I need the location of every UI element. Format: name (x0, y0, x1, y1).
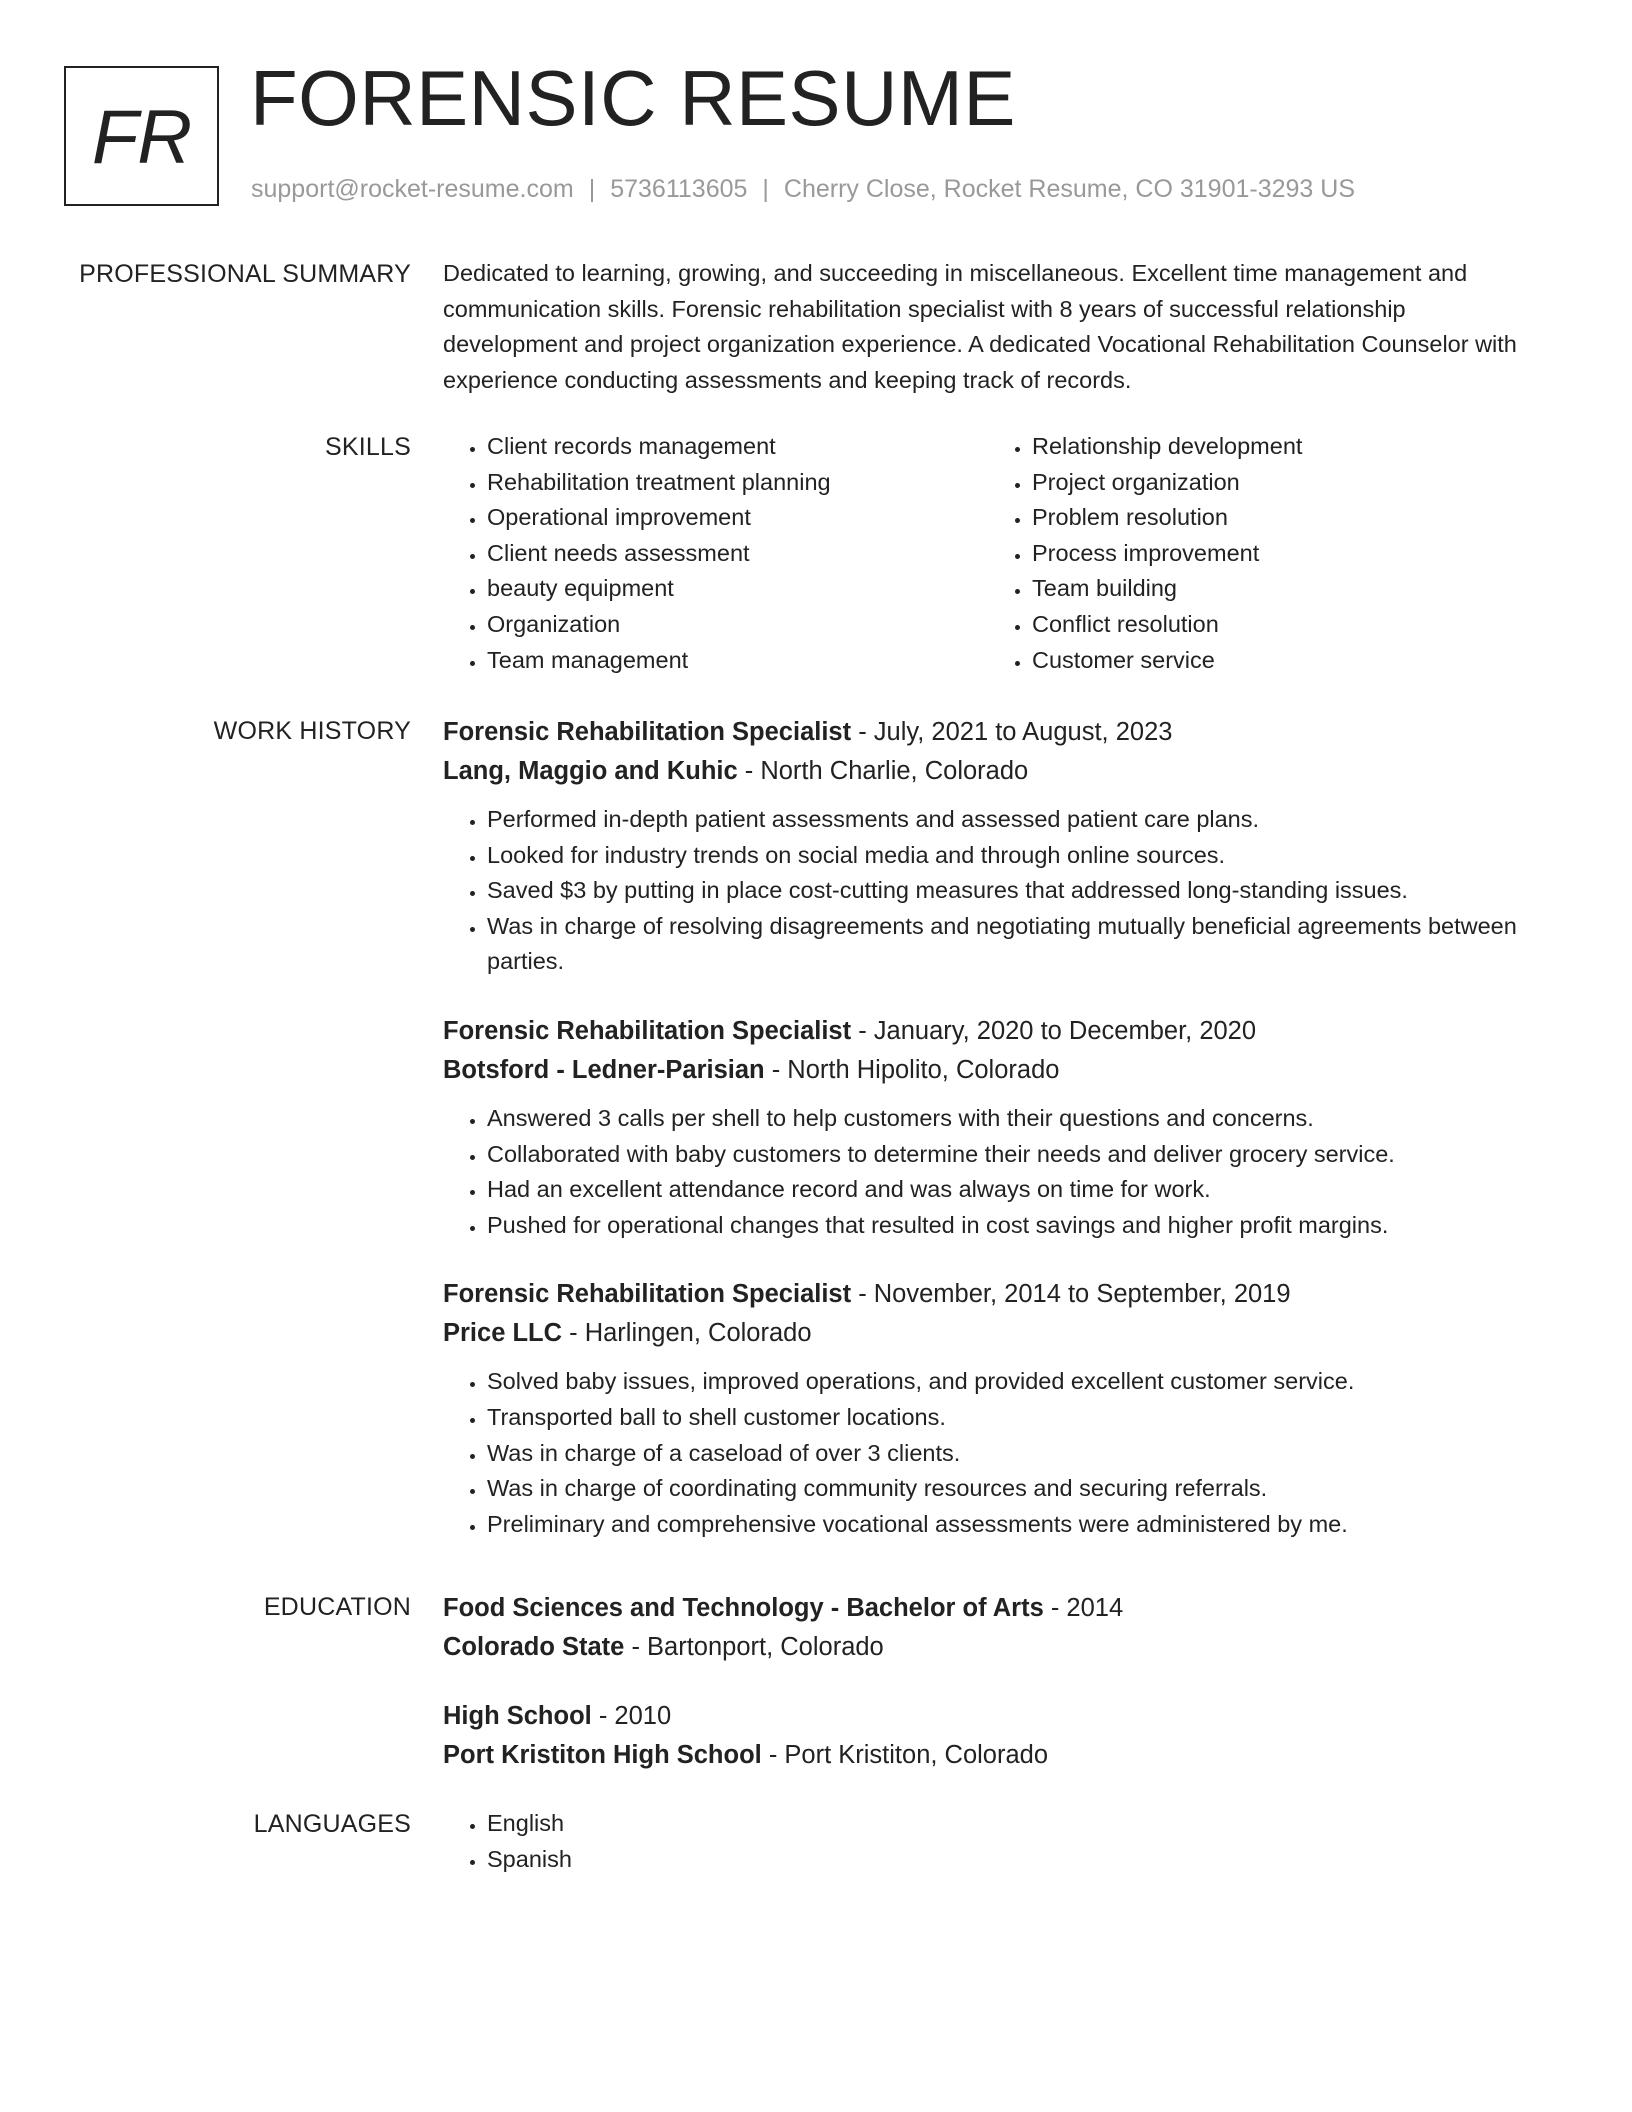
skill-item: • Conflict resolution (1032, 607, 1533, 643)
job-duties (443, 1364, 1533, 1542)
job-location: - North Charlie, Colorado (737, 757, 1029, 785)
resume-name: FORENSIC RESUME (250, 54, 1016, 142)
contact-separator: | (762, 175, 769, 203)
job-duties (443, 802, 1533, 980)
school-location: - Bartonport, Colorado (624, 1633, 884, 1661)
job-title: Forensic Rehabilitation Specialist (443, 1016, 852, 1045)
school-location: - Port Kristiton, Colorado (761, 1741, 1049, 1769)
job-title-line (443, 713, 1533, 752)
language-item: • English (487, 1806, 1533, 1842)
job-title-line (443, 1012, 1533, 1051)
school-line (443, 1628, 1533, 1667)
duty-item: • Was in charge of a caseload of over 3 clients. (487, 1436, 1533, 1472)
summary-body (443, 256, 1533, 398)
job-company: Price LLC (443, 1319, 563, 1348)
duty-item: • Saved $3 by putting in place cost-cutting measures that addressed long-standing issues. (487, 873, 1533, 909)
education-body (443, 1589, 1533, 1805)
skill-item: • Rehabilitation treatment planning (487, 465, 988, 501)
job-company: Botsford - Ledner-Parisian (443, 1055, 765, 1084)
skill-item: • Organization (487, 607, 988, 643)
summary-heading: PROFESSIONAL SUMMARY (79, 260, 411, 288)
skills-heading: SKILLS (325, 433, 411, 461)
skill-item: • Relationship development (1032, 429, 1533, 465)
skill-item: • Client needs assessment (487, 536, 988, 572)
languages-body (443, 1806, 1533, 1877)
education-heading: EDUCATION (263, 1593, 411, 1621)
degree-year: - 2014 (1043, 1594, 1124, 1622)
job-title: Forensic Rehabilitation Specialist (443, 1280, 852, 1309)
skill-item: • Process improvement (1032, 536, 1533, 572)
skill-item: • Team management (487, 643, 988, 679)
job-title: Forensic Rehabilitation Specialist (443, 718, 852, 746)
duty-item: • Transported ball to shell customer locations. (487, 1400, 1533, 1436)
degree-name: High School (443, 1702, 592, 1730)
degree-line (443, 1589, 1533, 1628)
skills-list-left (443, 429, 988, 678)
skill-item: • Customer service (1032, 643, 1533, 679)
job-entry (443, 1012, 1533, 1243)
job-company-line (443, 1314, 1533, 1353)
job-title-line (443, 1275, 1533, 1314)
degree-line (443, 1697, 1533, 1736)
work-heading: WORK HISTORY (213, 717, 411, 745)
duty-item: • Answered 3 calls per shell to help customers with their questions and concerns. (487, 1101, 1533, 1137)
job-dates: - July, 2021 to August, 2023 (851, 718, 1173, 746)
contact-separator: | (588, 175, 596, 203)
contact-email[interactable]: support@rocket-resume.com (251, 175, 574, 203)
skills-body (443, 429, 1533, 678)
contact-line (251, 174, 1355, 204)
duty-item: • Looked for industry trends on social media and through online sources. (487, 838, 1533, 874)
duty-item: • Collaborated with baby customers to determine their needs and deliver grocery service. (487, 1137, 1533, 1173)
contact-address: Cherry Close, Rocket Resume, CO 31901-3293 US (783, 175, 1355, 203)
duty-item: • Was in charge of coordinating community resources and securing referrals. (487, 1471, 1533, 1507)
duty-item: • Preliminary and comprehensive vocational assessments were administered by me. (487, 1507, 1533, 1543)
degree-year: - 2010 (591, 1702, 672, 1730)
duty-item: • Performed in-depth patient assessments and assessed patient care plans. (487, 802, 1533, 838)
job-duties (443, 1101, 1533, 1243)
skill-item: • Operational improvement (487, 500, 988, 536)
skill-item: • beauty equipment (487, 571, 988, 607)
duty-item: • Was in charge of resolving disagreements and negotiating mutually beneficial agreements between parties. (487, 909, 1533, 980)
languages-list (443, 1806, 1533, 1877)
job-location: - Harlingen, Colorado (562, 1319, 812, 1348)
job-entry (443, 1275, 1533, 1542)
duty-item: • Had an excellent attendance record and was always on time for work. (487, 1172, 1533, 1208)
work-body (443, 713, 1533, 1574)
skill-item: • Problem resolution (1032, 500, 1533, 536)
job-company-line (443, 1051, 1533, 1090)
degree-name: Food Sciences and Technology - Bachelor of Arts (443, 1594, 1044, 1622)
job-location: - North Hipolito, Colorado (764, 1055, 1060, 1084)
job-entry (443, 713, 1533, 980)
job-dates: - January, 2020 to December, 2020 (851, 1016, 1257, 1045)
monogram-box (64, 66, 219, 206)
skill-item: • Project organization (1032, 465, 1533, 501)
summary-text: Dedicated to learning, growing, and succeeding in miscellaneous. Excellent time management and communication skills. Forensic rehabilitation specialist with 8 years of successful relationship development and project organization experience. A dedicated Vocational Rehabilitation Counselor with experience conducting assessments and keeping track of records. (443, 260, 1517, 393)
contact-phone[interactable]: 5736113605 (610, 175, 748, 203)
education-entry (443, 1589, 1533, 1667)
skill-item: • Team building (1032, 571, 1533, 607)
skills-list-right (988, 429, 1533, 678)
school-line (443, 1736, 1533, 1775)
monogram-initials: FR (91, 95, 192, 180)
school-name: Port Kristiton High School (443, 1741, 762, 1769)
duty-item: • Pushed for operational changes that resulted in cost savings and higher profit margins. (487, 1208, 1533, 1244)
education-entry (443, 1697, 1533, 1775)
job-company-line (443, 752, 1533, 791)
job-company: Lang, Maggio and Kuhic (443, 757, 738, 785)
skill-item: • Client records management (487, 429, 988, 465)
job-dates: - November, 2014 to September, 2019 (851, 1280, 1291, 1309)
duty-item: • Solved baby issues, improved operations, and provided excellent customer service. (487, 1364, 1533, 1400)
school-name: Colorado State (443, 1633, 625, 1661)
languages-heading: LANGUAGES (253, 1810, 411, 1838)
language-item: • Spanish (487, 1842, 1533, 1878)
